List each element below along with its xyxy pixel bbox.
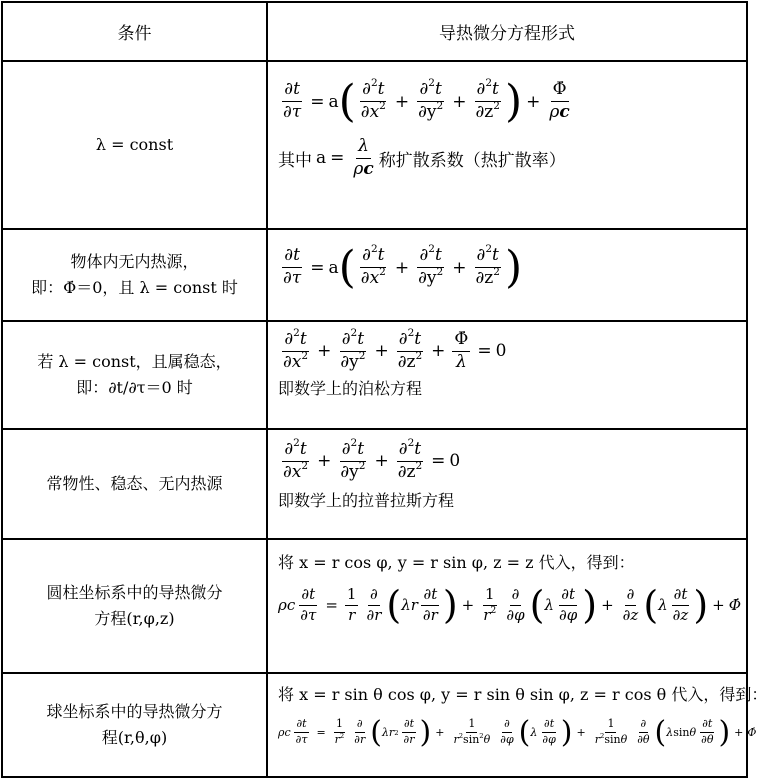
equation-note: 即数学上的泊松方程 — [278, 379, 423, 399]
equation-formula: $\frac{\partial^2t}{\partial x^2}$ + $\frac{\partial^2t}{\partial y^2}$ + $\frac{\partial^2t}{\partial z^2}$ + $\frac{\Phi̇}{\lambda}$ = 0 — [283, 327, 507, 372]
condition-cell — [2, 61, 267, 229]
equation-cell — [267, 429, 747, 539]
equation-cell — [267, 673, 767, 777]
substitution-text: 将 x = r cos φ, y = r sin φ, z = z 代入，得到： — [278, 553, 635, 572]
note-prefix: 其中 — [278, 150, 312, 171]
condition-line: 即：∂t/∂τ＝0 时 — [76, 378, 193, 397]
condition-line: λ = const — [95, 135, 174, 155]
header-row — [2, 2, 747, 61]
condition-cell — [2, 321, 267, 429]
condition-line: 物体内无内热源， — [70, 252, 199, 272]
note-suffix: 称扩散系数（热扩散率） — [378, 150, 566, 171]
equation-formula: $\frac{\partial^2t}{\partial x^2}$ + $\frac{\partial^2t}{\partial y^2}$ + $\frac{\partial^2t}{\partial z^2}$ = 0 — [283, 437, 461, 482]
equation-formula: $\frac{\partial t}{\partial\tau}$ = a ( $\frac{\partial^2t}{\partial x^2}$ + $\frac{\partial^2t}{\partial y^2}$ + $\frac{\partial^2t}{\partial z^2}$ ) + $\frac{\Phi̇}{\rho c}$ — [283, 76, 570, 127]
condition-line: 若 λ = const，且属稳态， — [37, 352, 232, 372]
condition-cell — [2, 673, 267, 777]
header-condition: 条件 — [2, 2, 267, 61]
condition-cell — [2, 429, 267, 539]
condition-line: 即：Φ̇＝0，且 λ = const 时 — [31, 278, 238, 297]
equation-cell — [267, 61, 747, 229]
note-eq: a — [316, 148, 327, 169]
table-row — [2, 539, 747, 673]
table-row — [2, 321, 747, 429]
equation-note: 即数学上的拉普拉斯方程 — [278, 491, 455, 511]
equation-formula: ρc $\frac{\partial t}{\partial\tau}$ = $\frac{1}{r^2}$ $\frac{\partial}{\partial r}$ ( λr 2 $\frac{\partial t}{\partial r}$ ) + $\frac{1}{r^2\sin^2\theta}$ $\frac{\partial}{\partial\varphi}$ ( λ $\frac{\partial t}{\partial\varphi}$ ) + $\frac{1}{r^2\sin\theta}$ $\frac{\partial}{\partial\theta}$ ( λ sin θ $\frac{\partial t}{\partial\theta}$ ) + Φ̇ — [278, 715, 757, 750]
condition-line: 球坐标系中的导热微分方 — [46, 702, 223, 722]
table-row — [2, 673, 747, 777]
equation-cell — [267, 321, 747, 429]
header-equation-form: 导热微分方程形式 — [267, 2, 747, 61]
equation-formula: $\frac{\partial t}{\partial\tau}$ = a ( $\frac{\partial^2t}{\partial x^2}$ + $\frac{\partial^2t}{\partial y^2}$ + $\frac{\partial^2t}{\partial z^2}$ ) — [283, 242, 523, 293]
table-row — [2, 229, 747, 321]
equation-formula: ρc $\frac{\partial t}{\partial\tau}$ = $\frac{1}{r}$ $\frac{\partial}{\partial r}$ ( λr $\frac{\partial t}{\partial r}$ ) + $\frac{1}{r^2}$ $\frac{\partial}{\partial\varphi}$ ( λ $\frac{\partial t}{\partial\varphi}$ ) + $\frac{\partial}{\partial z}$ ( λ $\frac{\partial t}{\partial z}$ ) + Φ̇ — [278, 583, 742, 627]
table-row — [2, 61, 747, 229]
table-row — [2, 429, 747, 539]
condition-line: 圆柱坐标系中的导热微分 — [46, 583, 223, 603]
condition-line: 方程(r,φ,z) — [94, 609, 175, 628]
heat-equation-table — [1, 1, 767, 778]
condition-line: 常物性、稳态、无内热源 — [46, 474, 223, 494]
diffusivity-note: 其中 a = $\frac{\lambda}{\rho c}$ 称扩散系数（热扩散率） — [278, 136, 566, 179]
condition-cell — [2, 229, 267, 321]
substitution-text: 将 x = r sin θ cos φ, y = r sin θ sin φ, z = r cos θ 代入，得到： — [278, 685, 767, 704]
equation-cell — [267, 539, 747, 673]
condition-cell — [2, 539, 267, 673]
condition-line: 程(r,θ,φ) — [101, 728, 168, 747]
equation-cell — [267, 229, 747, 321]
